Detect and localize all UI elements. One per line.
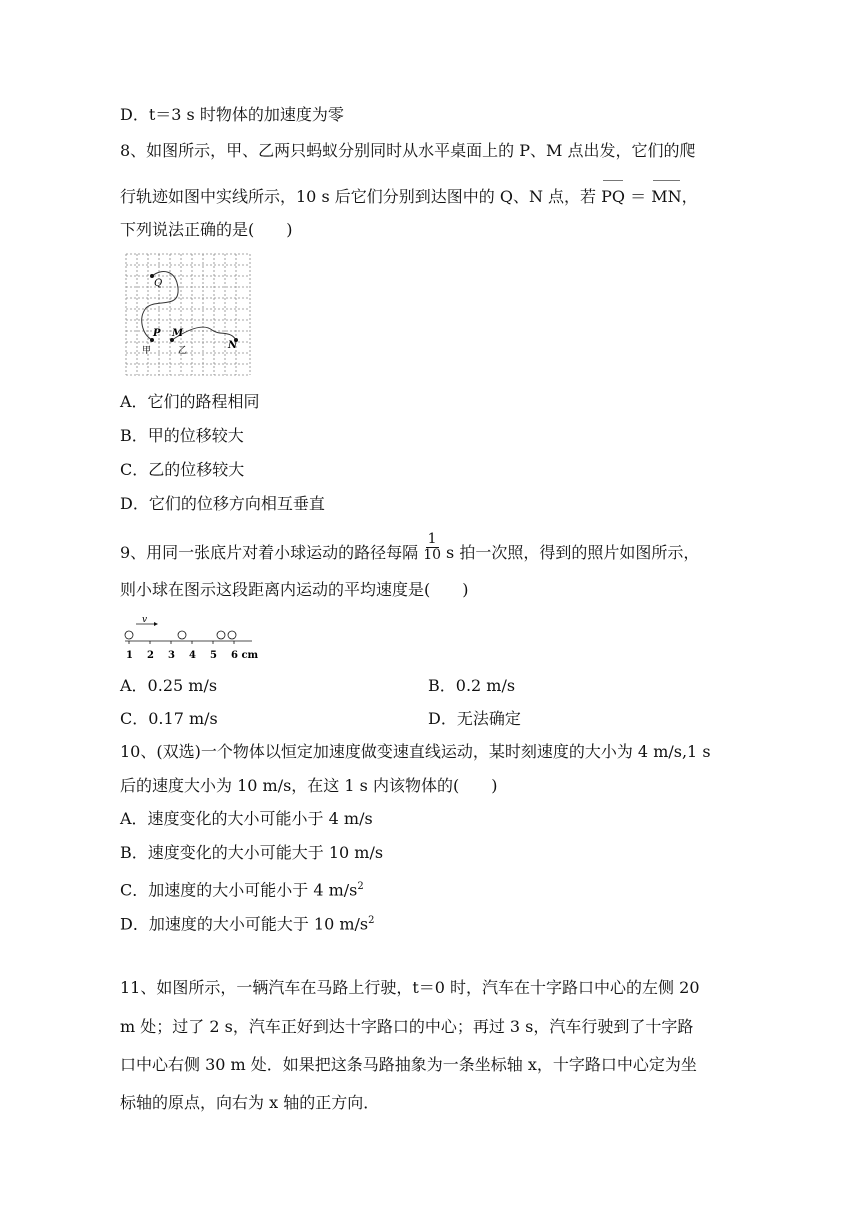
tick-2: 2 xyxy=(147,650,154,661)
label-m: M xyxy=(172,328,184,339)
q7-option-d: D．t＝3 s 时物体的加速度为零 xyxy=(120,105,344,124)
label-jia: 甲 xyxy=(142,346,152,356)
q11-stem-line4: 标轴的原点，向右为 x 轴的正方向． xyxy=(120,1093,380,1112)
q8-ant-trajectory-figure xyxy=(124,252,254,378)
label-p: P xyxy=(153,328,161,339)
q9-option-d: D．无法确定 xyxy=(428,709,521,728)
tick-3: 3 xyxy=(168,650,175,661)
q10-option-b: B．速度变化的大小可能大于 10 m/s xyxy=(120,843,384,862)
label-q: Q xyxy=(154,278,163,289)
fraction-one-tenth: $\frac{1}{10}$ xyxy=(423,531,442,563)
tick-4: 4 xyxy=(189,650,196,661)
label-yi: 乙 xyxy=(178,346,188,356)
q11-stem-line3: 口中心右侧 30 m 处．如果把这条马路抽象为一条坐标轴 x，十字路口中心定为坐 xyxy=(120,1055,697,1074)
q9-stem-line1: 9、用同一张底片对着小球运动的路径每隔 $\frac{1}{10}$ s 拍一次照，得到的照片如图所示， xyxy=(120,531,700,563)
q10-option-a: A．速度变化的大小可能小于 4 m/s xyxy=(120,809,373,828)
q10-option-d: D．加速度的大小可能大于 10 $m/s^2$ xyxy=(120,914,375,934)
q9-ball-photo-figure xyxy=(120,612,260,664)
q8-option-b: B．甲的位移较大 xyxy=(120,426,244,445)
q10-option-c: C．加速度的大小可能小于 4 $m/s^2$ xyxy=(120,880,364,900)
q8-option-a: A．它们的路程相同 xyxy=(120,392,260,411)
q11-stem-line2: m 处；过了 2 s，汽车正好到达十字路口的中心；再过 3 s，汽车行驶到了十字路 xyxy=(120,1017,694,1036)
label-n: N xyxy=(228,340,238,351)
vector-pq: PQ xyxy=(601,182,625,208)
q8-option-c: C．乙的位移较大 xyxy=(120,460,245,479)
q10-stem-line1: 10、(双选)一个物体以恒定加速度做变速直线运动，某时刻速度的大小为 4 m/s,1 s xyxy=(120,742,711,761)
q8-stem-line1: 8、如图所示，甲、乙两只蚂蚁分别同时从水平桌面上的 P、M 点出发，它们的爬 xyxy=(120,141,696,160)
velocity-label: v xyxy=(142,615,148,625)
tick-6-cm: 6 cm xyxy=(231,650,259,661)
tick-1: 1 xyxy=(126,650,133,661)
tick-5: 5 xyxy=(210,650,217,661)
q10-stem-line2: 后的速度大小为 10 m/s，在这 1 s 内该物体的( ) xyxy=(120,776,498,795)
q9-option-b: B．0.2 m/s xyxy=(428,676,516,695)
q9-option-a: A．0.25 m/s xyxy=(120,676,218,695)
q8-option-d: D．它们的位移方向相互垂直 xyxy=(120,494,325,513)
q11-stem-line1: 11、如图所示，一辆汽车在马路上行驶，t＝0 时，汽车在十字路口中心的左侧 20 xyxy=(120,978,700,997)
q8-stem-line2: 行轨迹如图中实线所示，10 s 后它们分别到达图中的 Q、N 点，若 PQ ＝ MN， xyxy=(120,182,698,208)
q9-option-c: C．0.17 m/s xyxy=(120,709,218,728)
vector-mn: MN xyxy=(651,182,681,208)
q9-stem-line2: 则小球在图示这段距离内运动的平均速度是( ) xyxy=(120,580,469,599)
q8-stem-line3: 下列说法正确的是( ) xyxy=(120,220,293,239)
